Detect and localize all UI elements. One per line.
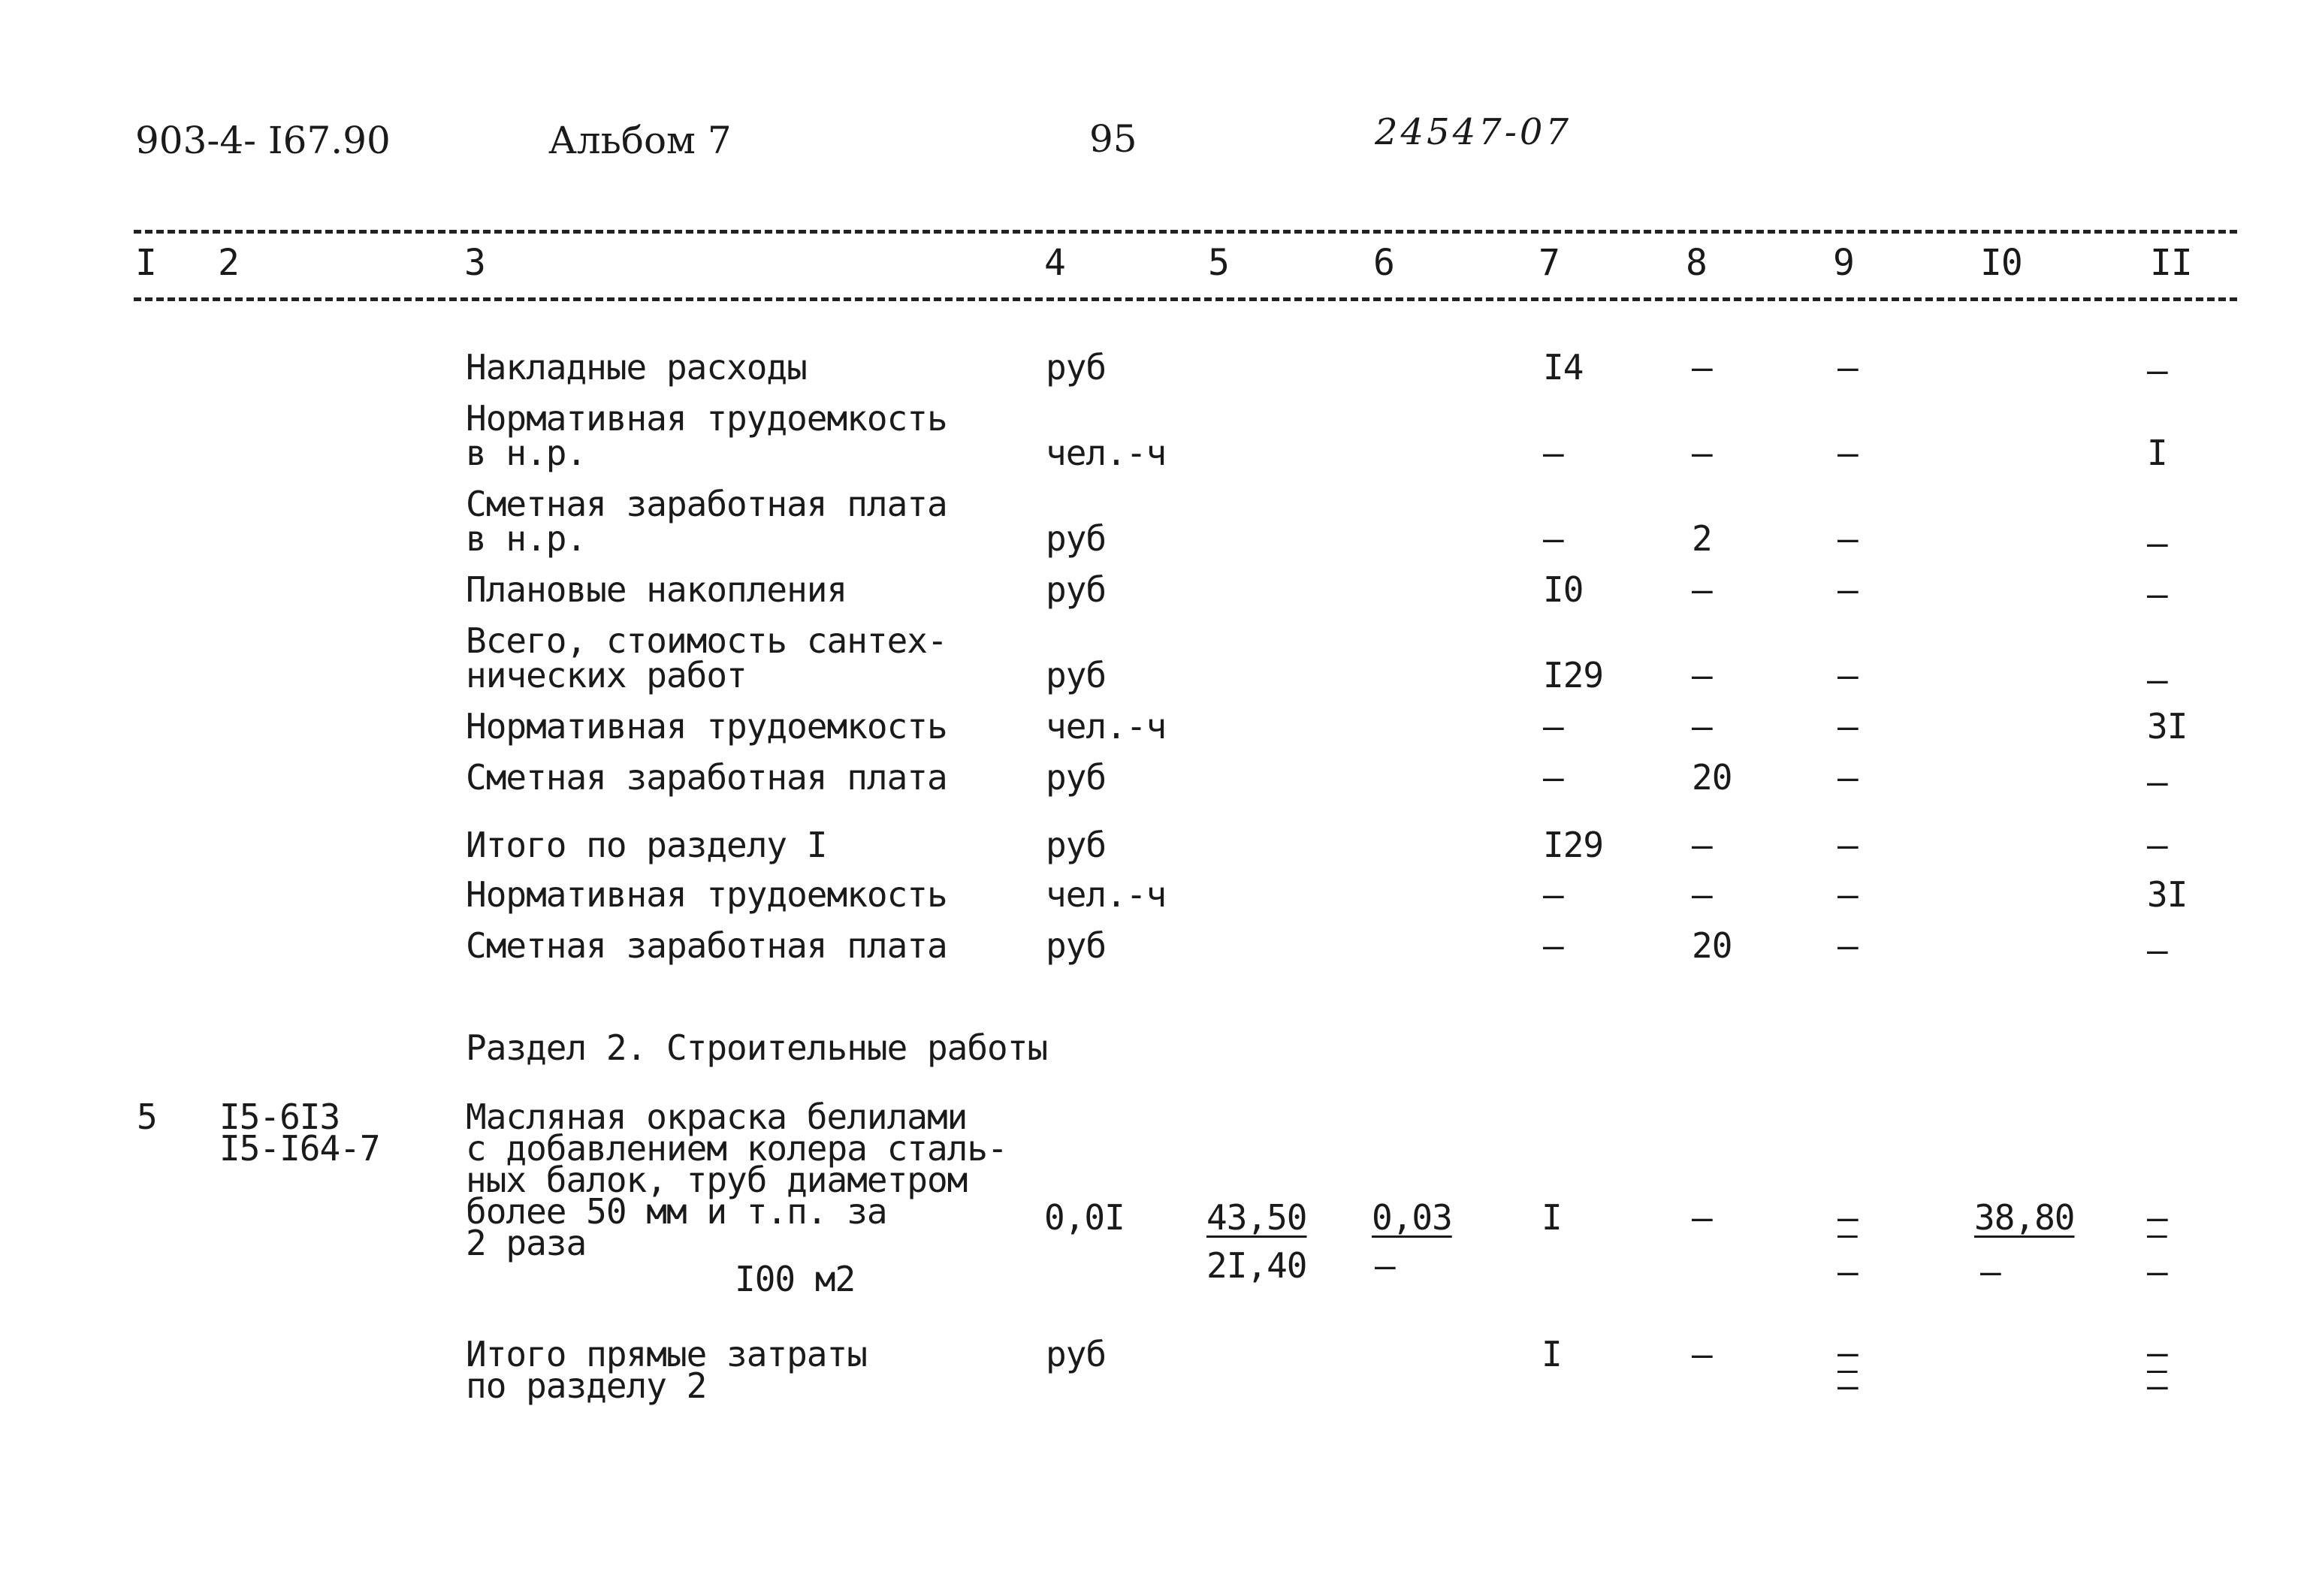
- col-header-8: 8: [1686, 242, 1707, 284]
- item-name-line: 2 раза: [466, 1223, 587, 1263]
- row-col11: –: [2147, 825, 2167, 865]
- total-col7: I: [1542, 1334, 1562, 1374]
- item-col5-top: 43,50: [1206, 1197, 1307, 1238]
- row-unit: руб: [1046, 569, 1107, 610]
- item-name-line: с добавлением колера сталь-: [466, 1128, 1007, 1169]
- row-col9: –: [1837, 518, 1858, 559]
- row-unit: чел.-ч: [1046, 433, 1167, 473]
- row-col11: –: [2147, 523, 2167, 563]
- row-name: Сметная заработная плата: [466, 484, 947, 524]
- row-name: Плановые накопления: [466, 569, 847, 610]
- item-col8: –: [1692, 1197, 1712, 1238]
- row-col8: –: [1692, 706, 1712, 747]
- row-name: Итого по разделу I: [466, 825, 827, 865]
- row-col9: –: [1837, 569, 1858, 610]
- row-col7: –: [1543, 518, 1563, 559]
- row-name: Нормативная трудоемкость: [466, 706, 947, 747]
- item-col10-bottom: –: [1980, 1251, 2001, 1292]
- item-col6-top: 0,03: [1372, 1197, 1452, 1238]
- row-col7: I4: [1543, 347, 1584, 388]
- row-unit: чел.-ч: [1046, 706, 1167, 747]
- row-col7: I29: [1543, 825, 1604, 865]
- item-name-line: Масляная окраска белилами: [466, 1097, 968, 1137]
- row-col8: –: [1692, 433, 1712, 473]
- row-name: Всего, стоимость сантех-: [466, 620, 947, 661]
- row-col9: –: [1837, 925, 1858, 966]
- row-name: Нормативная трудоемкость: [466, 874, 947, 915]
- item-unit: I00 м2: [735, 1259, 856, 1299]
- row-unit: руб: [1046, 825, 1107, 865]
- col-header-7: 7: [1539, 242, 1560, 284]
- item-col11-top: –: [2147, 1197, 2167, 1238]
- total-name-cont: по разделу 2: [466, 1365, 707, 1406]
- row-name-cont: в н.р.: [466, 433, 587, 473]
- album-label: Альбом 7: [548, 119, 732, 162]
- row-col7: I0: [1543, 569, 1584, 610]
- row-col9: –: [1837, 874, 1858, 915]
- col-header-3: 3: [464, 242, 485, 284]
- row-name: Нормативная трудоемкость: [466, 398, 947, 439]
- item-col7: I: [1542, 1197, 1562, 1238]
- row-col7: –: [1543, 874, 1563, 915]
- row-name-cont: нических работ: [466, 655, 747, 695]
- row-col11: –: [2147, 762, 2167, 802]
- row-col11: 3I: [2147, 706, 2188, 747]
- item-col6-bottom: –: [1375, 1245, 1395, 1286]
- total-col8: –: [1692, 1334, 1712, 1374]
- row-col7: I29: [1543, 655, 1604, 695]
- row-col8: –: [1692, 655, 1712, 695]
- item-name-line: ных балок, труб диаметром: [466, 1160, 968, 1200]
- item-col10-top: 38,80: [1974, 1197, 2075, 1238]
- col-header-9: 9: [1833, 242, 1854, 284]
- item-code-1: I5-6I3: [219, 1097, 340, 1137]
- row-col8: 2: [1692, 518, 1712, 559]
- total-name: Итого прямые затраты: [466, 1334, 867, 1374]
- total-unit: руб: [1046, 1334, 1107, 1374]
- row-col11: –: [2147, 574, 2167, 614]
- item-col9-bottom: –: [1837, 1251, 1858, 1292]
- item-qty: 0,0I: [1044, 1197, 1125, 1238]
- header-bottom-rule: [134, 297, 2237, 301]
- row-unit: руб: [1046, 925, 1107, 966]
- row-name: Сметная заработная плата: [466, 925, 947, 966]
- item-name-line: более 50 мм и т.п. за: [466, 1191, 887, 1232]
- col-header-2: 2: [218, 242, 239, 284]
- row-col8: 20: [1692, 757, 1732, 798]
- row-name-cont: в н.р.: [466, 518, 587, 559]
- total-col9-top: –: [1837, 1332, 1858, 1373]
- row-col7: –: [1543, 706, 1563, 747]
- row-unit: руб: [1046, 347, 1107, 388]
- row-col9: –: [1837, 347, 1858, 388]
- total-col9-bottom: –: [1837, 1365, 1858, 1406]
- row-unit: руб: [1046, 757, 1107, 798]
- row-col8: –: [1692, 874, 1712, 915]
- inventory-stamp: 24547-07: [1375, 111, 1572, 153]
- item-col5-bottom: 2I,40: [1206, 1245, 1307, 1286]
- row-col8: –: [1692, 569, 1712, 610]
- row-col11: –: [2147, 930, 2167, 970]
- row-col8: –: [1692, 825, 1712, 865]
- item-number: 5: [137, 1097, 157, 1137]
- document-code: 903-4- I67.90: [135, 119, 391, 162]
- row-col9: –: [1837, 706, 1858, 747]
- item-col11-bottom: –: [2147, 1251, 2167, 1292]
- row-unit: руб: [1046, 518, 1107, 559]
- page-number: 95: [1089, 117, 1137, 161]
- row-unit: чел.-ч: [1046, 874, 1167, 915]
- row-unit: руб: [1046, 655, 1107, 695]
- row-col11: –: [2147, 350, 2167, 391]
- row-col8: –: [1692, 347, 1712, 388]
- item-code-2: I5-I64-7: [219, 1128, 380, 1169]
- col-header-5: 5: [1208, 242, 1229, 284]
- row-col7: –: [1543, 757, 1563, 798]
- row-col9: –: [1837, 825, 1858, 865]
- col-header-11: II: [2150, 242, 2192, 284]
- row-col7: –: [1543, 433, 1563, 473]
- row-col11: 3I: [2147, 874, 2188, 915]
- row-col9: –: [1837, 655, 1858, 695]
- row-name: Сметная заработная плата: [466, 757, 947, 798]
- row-col11: –: [2147, 659, 2167, 700]
- row-col7: –: [1543, 925, 1563, 966]
- row-col8: 20: [1692, 925, 1732, 966]
- col-header-10: I0: [1980, 242, 2022, 284]
- row-col9: –: [1837, 433, 1858, 473]
- row-name: Накладные расходы: [466, 347, 807, 388]
- section-title: Раздел 2. Строительные работы: [466, 1027, 1048, 1068]
- row-col9: –: [1837, 757, 1858, 798]
- row-col11: I: [2147, 433, 2167, 473]
- header-top-rule: [134, 230, 2237, 234]
- total-col11-bottom: –: [2147, 1365, 2167, 1406]
- col-header-4: 4: [1044, 242, 1065, 284]
- col-header-6: 6: [1373, 242, 1394, 284]
- total-col11-top: –: [2147, 1332, 2167, 1373]
- item-col9-top: –: [1837, 1197, 1858, 1238]
- col-header-1: I: [135, 242, 156, 284]
